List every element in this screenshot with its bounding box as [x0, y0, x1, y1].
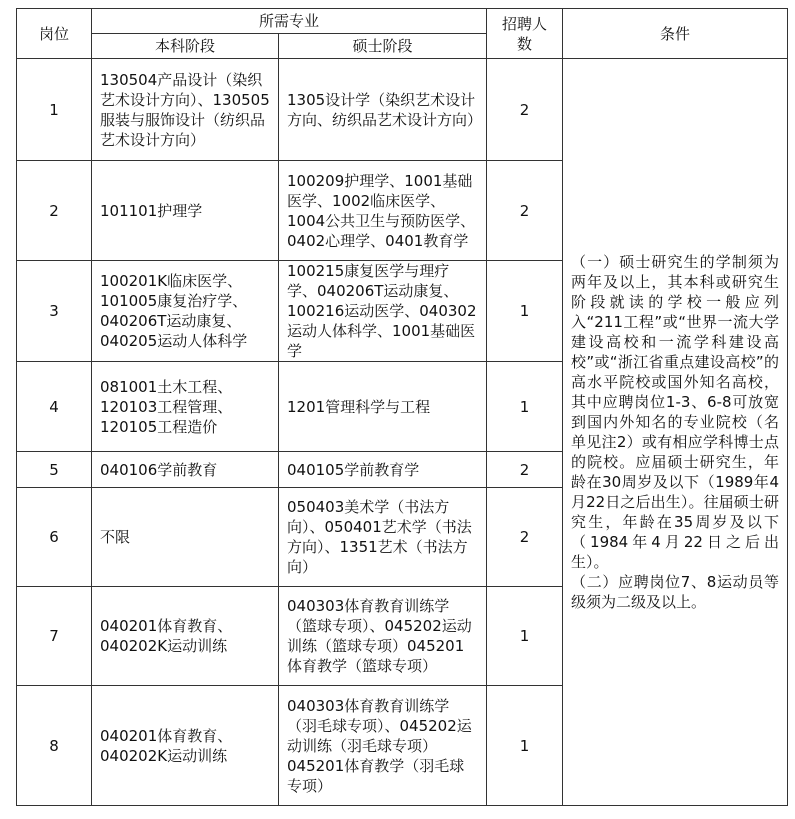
post-cell: 3	[17, 261, 92, 362]
header-count: 招聘人数	[487, 9, 563, 59]
header-master: 硕士阶段	[279, 34, 487, 59]
undergrad-cell: 不限	[92, 488, 279, 587]
count-cell: 2	[487, 161, 563, 261]
count-cell: 1	[487, 587, 563, 686]
master-cell: 040303体育教育训练学（篮球专项）、045202运动训练（篮球专项）045201体育教学（篮球专项）	[279, 587, 487, 686]
master-cell: 100209护理学、1001基础医学、1002临床医学、1004公共卫生与预防医学、0402心理学、0401教育学	[279, 161, 487, 261]
count-cell: 2	[487, 59, 563, 161]
master-cell: 040303体育教育训练学（羽毛球专项）、045202运动训练（羽毛球专项）045201体育教学（羽毛球专项）	[279, 686, 487, 806]
undergrad-cell: 081001土木工程、120103工程管理、120105工程造价	[92, 362, 279, 452]
undergrad-cell: 040201体育教育、040202K运动训练	[92, 587, 279, 686]
undergrad-cell: 101101护理学	[92, 161, 279, 261]
master-cell: 050403美术学（书法方向）、050401艺术学（书法方向）、1351艺术（书法方向）	[279, 488, 487, 587]
master-cell: 100215康复医学与理疗学、040206T运动康复、100216运动医学、040302运动人体科学、1001基础医学	[279, 261, 487, 362]
undergrad-cell: 130504产品设计（染织艺术设计方向）、130505服装与服饰设计（纺织品艺术设计方向）	[92, 59, 279, 161]
post-cell: 6	[17, 488, 92, 587]
recruitment-table	[16, 8, 788, 806]
master-cell: 1201管理科学与工程	[279, 362, 487, 452]
post-cell: 5	[17, 452, 92, 488]
header-undergrad: 本科阶段	[92, 34, 279, 59]
header-condition: 条件	[563, 9, 788, 59]
header-post: 岗位	[17, 9, 92, 59]
master-cell: 1305设计学（染织艺术设计方向、纺织品艺术设计方向）	[279, 59, 487, 161]
undergrad-cell: 040106学前教育	[92, 452, 279, 488]
table-row	[17, 59, 788, 161]
condition-paragraph-1: （一）硕士研究生的学制须为两年及以上，其本科或研究生阶段就读的学校一般应列入“211工程”或“世界一流大学建设高校和一流学科建设高校”或“浙江省重点建设高校”的高水平院校或国外知名高校，其中应聘岗位1-3、6-8可放宽到国内外知名的专业院校（名单见注2）或有相应学科博士点的院校。应届硕士研究生，年龄在30周岁及以下（1989年4月22日之后出生）。往届硕士研究生，年龄在35周岁及以下（1984年4月22日之后出生）。	[571, 253, 780, 571]
master-cell: 040105学前教育学	[279, 452, 487, 488]
post-cell: 7	[17, 587, 92, 686]
condition-cell	[563, 59, 788, 806]
post-cell: 8	[17, 686, 92, 806]
count-cell: 1	[487, 261, 563, 362]
undergrad-cell: 040201体育教育、040202K运动训练	[92, 686, 279, 806]
count-cell: 2	[487, 488, 563, 587]
count-cell: 1	[487, 686, 563, 806]
condition-paragraph-2: （二）应聘岗位7、8运动员等级须为二级及以上。	[571, 573, 780, 611]
header-major-group: 所需专业	[92, 9, 487, 34]
post-cell: 2	[17, 161, 92, 261]
post-cell: 1	[17, 59, 92, 161]
undergrad-cell: 100201K临床医学、101005康复治疗学、040206T运动康复、040205运动人体科学	[92, 261, 279, 362]
count-cell: 1	[487, 362, 563, 452]
post-cell: 4	[17, 362, 92, 452]
count-cell: 2	[487, 452, 563, 488]
